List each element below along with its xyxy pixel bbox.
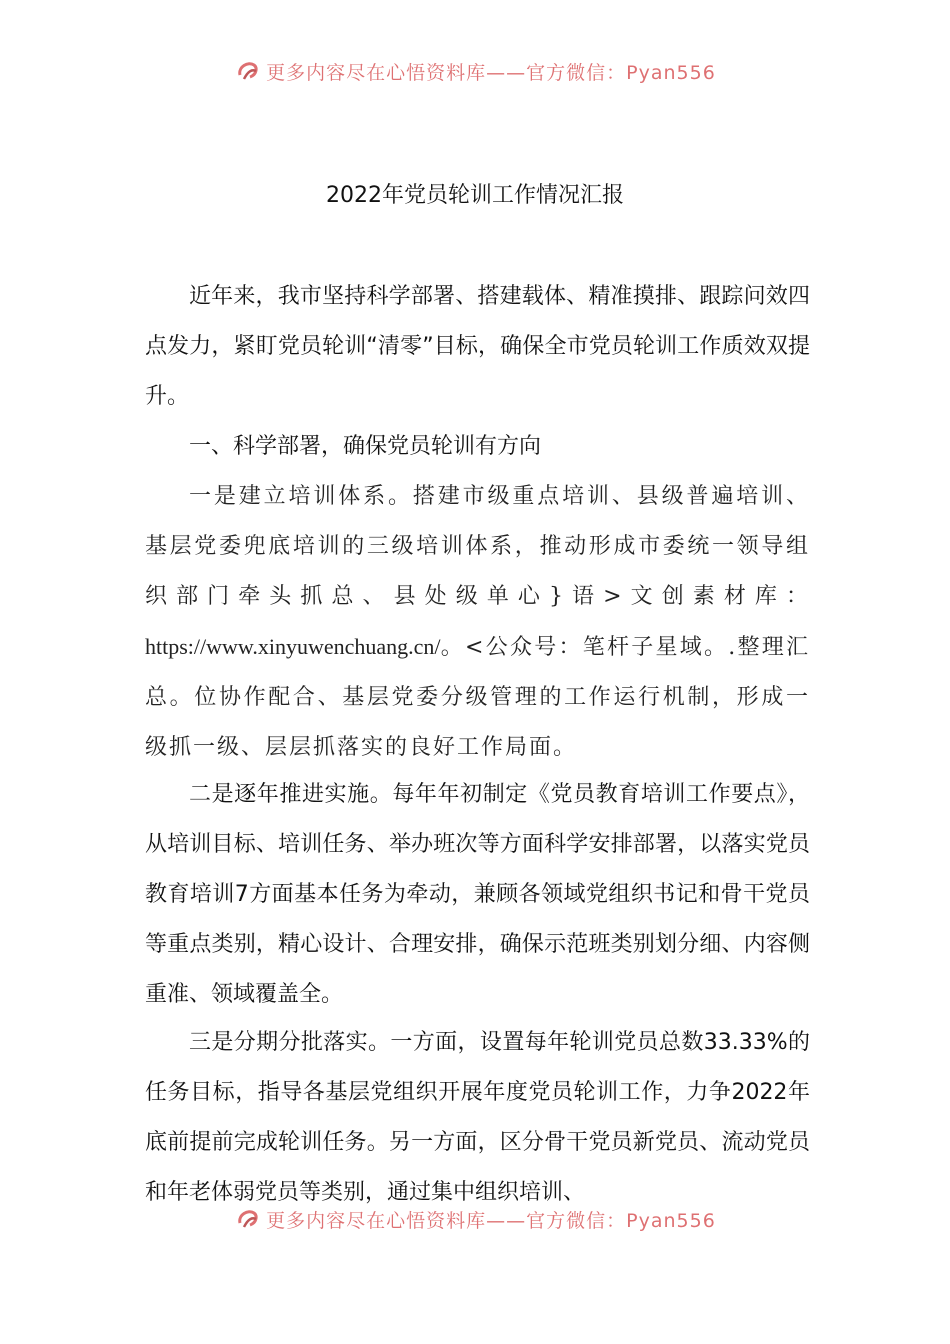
paragraph-1-url: https://www.xinyuwenchuang.cn/ (145, 634, 441, 659)
paragraph-3: 三是分期分批落实。一方面，设置每年轮训党员总数33.33%的任务目标，指导各基层党组织开展年度党员轮训工作，力争2022年底前提前完成轮训任务。另一方面，区分骨干党员新党员、流动党员和年老体弱党员等类别，通过集中组织培训、 (145, 1030, 810, 1205)
paragraph-1-text-b: 。<公众号：笔杆子星域。.整理汇总。位协作配合、基层党委分级管理的工作运行机制，形成一级抓一级、层层抓落实的良好工作局面。 (145, 635, 810, 760)
watermark-top (0, 56, 950, 86)
watermark-logo-icon (234, 57, 262, 85)
watermark-bottom (0, 1204, 950, 1234)
paragraph-1 (145, 472, 810, 773)
watermark-text: 更多内容尽在心悟资料库——官方微信：Pyan556 (266, 61, 716, 84)
watermark-logo-icon (234, 1205, 262, 1233)
paragraph-2: 二是逐年推进实施。每年年初制定《党员教育培训工作要点》，从培训目标、培训任务、举办班次等方面科学安排部署，以落实党员教育培训7方面基本任务为牵动，兼顾各领域党组织书记和骨干党员等重点类别，精心设计、合理安排，确保示范班类别划分细、内容侧重准、领域覆盖全。 (145, 782, 810, 1007)
intro-paragraph: 近年来，我市坚持科学部署、搭建载体、精准摸排、跟踪问效四点发力，紧盯党员轮训“清零”目标，确保全市党员轮训工作质效双提升。 (145, 284, 810, 409)
watermark-text: 更多内容尽在心悟资料库——官方微信：Pyan556 (266, 1209, 716, 1232)
page-title: 2022年党员轮训工作情况汇报 (326, 183, 624, 208)
paragraph-1-text-a: 一是建立培训体系。搭建市级重点培训、县级普遍培训、基层党委兜底培训的三级培训体系，推动形成市委统一领导组织部门牵头抓总、县处级单心}语>文创素材库： (145, 484, 810, 609)
section-1-heading: 一、科学部署，确保党员轮训有方向 (189, 434, 542, 459)
